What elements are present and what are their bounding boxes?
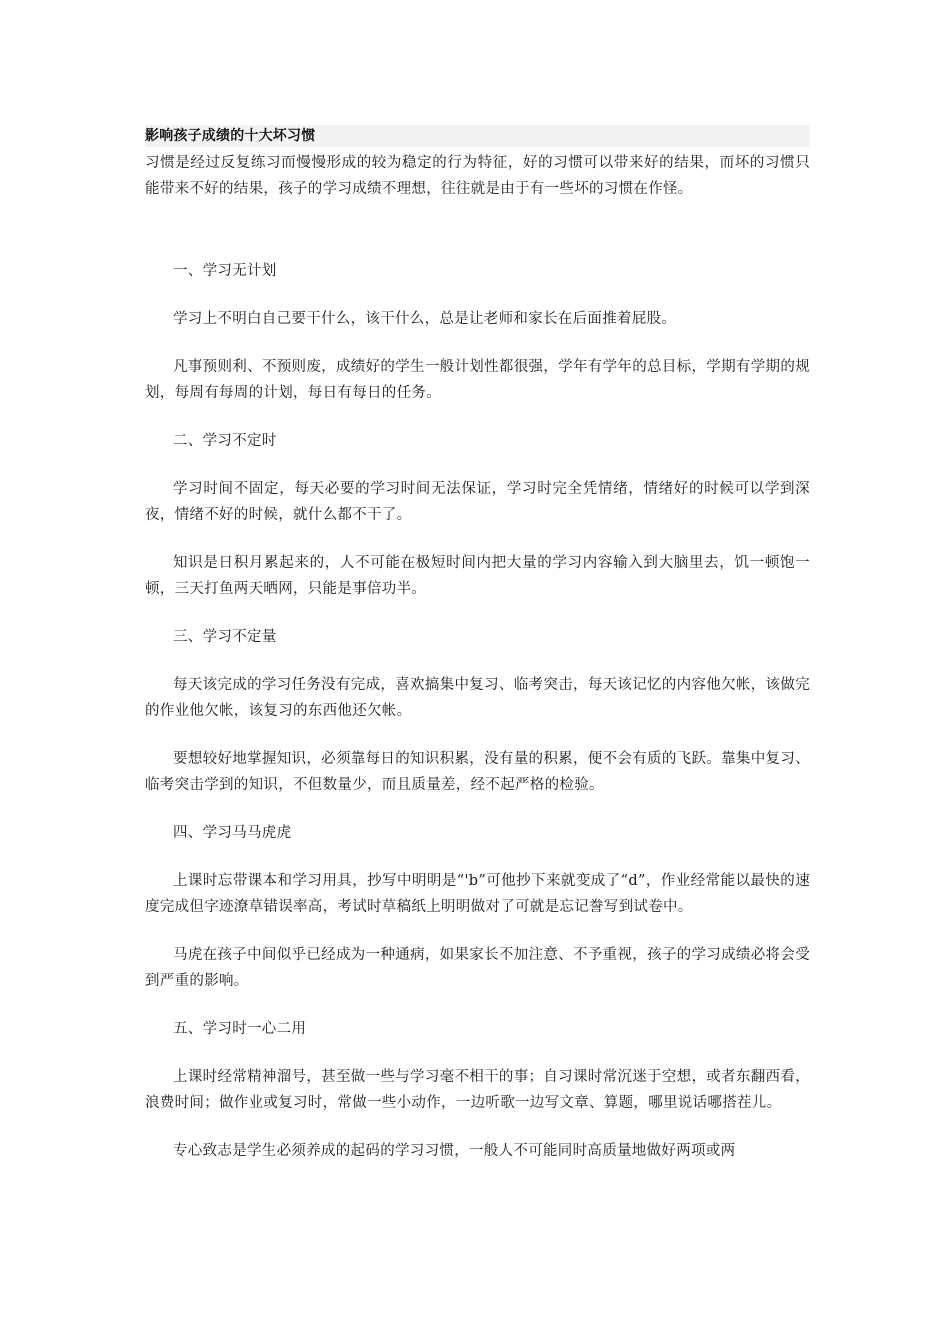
section-heading: 四、学习马马虎虎 <box>173 825 292 841</box>
body-paragraph: 学习上不明白自己要干什么，该干什么，总是让老师和家长在后面推着屁股。 <box>173 311 677 327</box>
body-paragraph: 上课时经常精神溜号，甚至做一些与学习毫不相干的事；自习课时常沉迷于空想，或者东翻西看，浪费时间；做作业或复习时，常做一些小动作，一边听歌一边写文章、算题，哪里说话哪搭茬儿。 <box>145 1069 810 1111</box>
body-paragraph: 上课时忘带课本和学习用具，抄写中明明是“'b”可他抄下来就变成了“d”，作业经常能以最快的速度完成但字迹潦草错误率高，考试时草稿纸上明明做对了可就是忘记誊写到试卷中。 <box>145 873 810 915</box>
body-paragraph: 马虎在孩子中间似乎已经成为一种通病，如果家长不加注意、不予重视，孩子的学习成绩必将会受到严重的影响。 <box>145 947 810 989</box>
document-body <box>145 258 810 1164</box>
section-heading: 二、学习不定时 <box>173 433 277 449</box>
body-paragraph: 凡事预则利、不预则废，成绩好的学生一般计划性都很强，学年有学年的总目标，学期有学期的规划，每周有每周的计划，每日有每日的任务。 <box>145 359 810 401</box>
document-title: 影响孩子成绩的十大坏习惯 <box>145 125 810 147</box>
body-paragraph: 专心致志是学生必须养成的起码的学习习惯，一般人不可能同时高质量地做好两项或两 <box>173 1143 736 1159</box>
body-paragraph: 知识是日积月累起来的，人不可能在极短时间内把大量的学习内容输入到大脑里去，饥一顿饱一顿，三天打鱼两天晒网，只能是事倍功半。 <box>145 555 810 597</box>
section-heading: 三、学习不定量 <box>173 629 277 645</box>
body-paragraph: 每天该完成的学习任务没有完成，喜欢搞集中复习、临考突击，每天该记忆的内容他欠帐，该做完的作业他欠帐，该复习的东西他还欠帐。 <box>145 677 810 719</box>
body-paragraph: 学习时间不固定，每天必要的学习时间无法保证，学习时完全凭情绪，情绪好的时候可以学到深夜，情绪不好的时候，就什么都不干了。 <box>145 481 810 523</box>
section-heading: 一、学习无计划 <box>173 263 277 279</box>
document-page <box>145 125 810 1186</box>
section-heading: 五、学习时一心二用 <box>173 1021 307 1037</box>
body-paragraph: 要想较好地掌握知识，必须靠每日的知识积累，没有量的积累，便不会有质的飞跃。靠集中复习、临考突击学到的知识，不但数量少，而且质量差，经不起严格的检验。 <box>145 751 810 793</box>
intro-paragraph: 习惯是经过反复练习而慢慢形成的较为稳定的行为特征，好的习惯可以带来好的结果，而坏的习惯只能带来不好的结果，孩子的学习成绩不理想，往往就是由于有一些坏的习惯在作怪。 <box>145 155 810 197</box>
